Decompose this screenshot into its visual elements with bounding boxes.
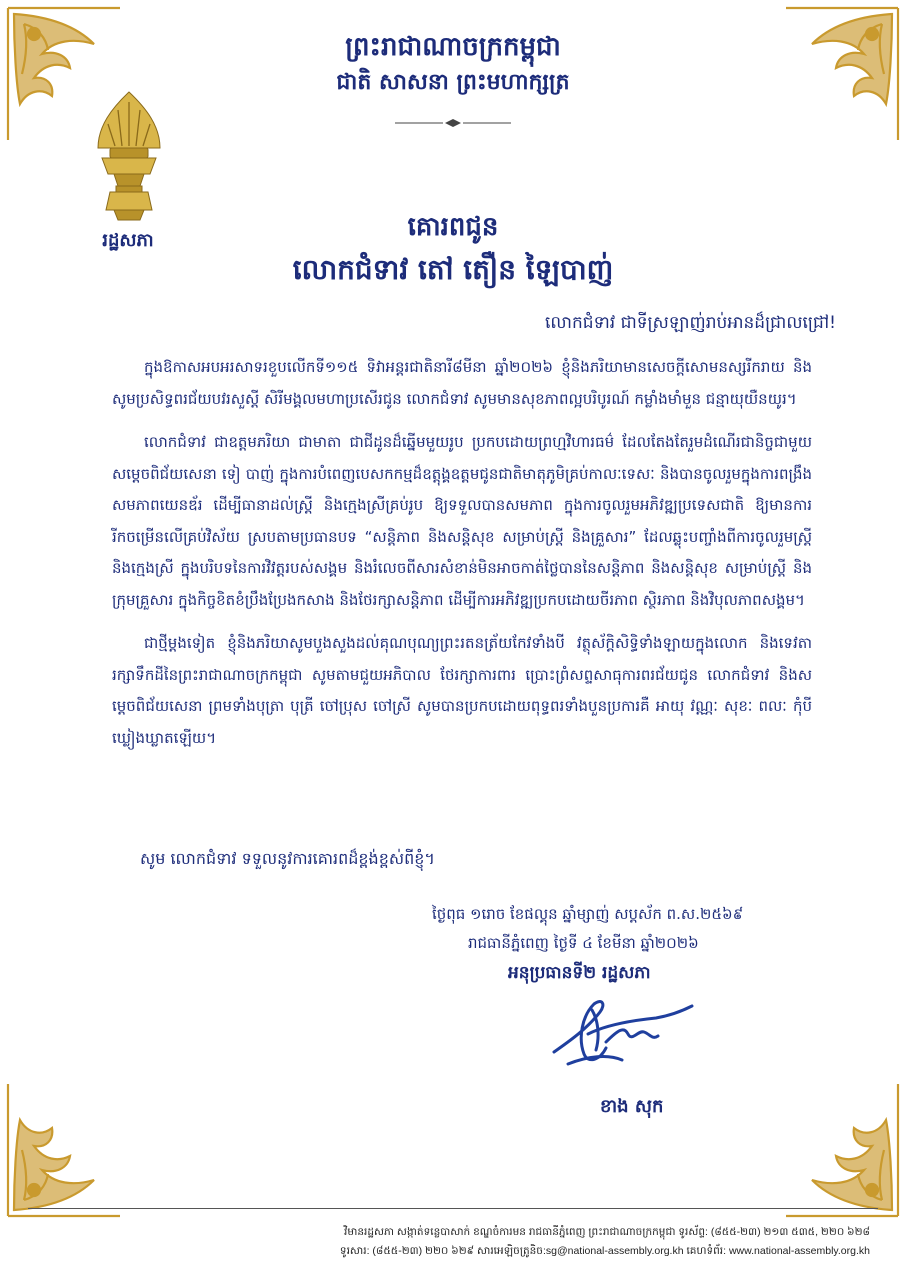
corner-ornament-bottom-left <box>4 1080 124 1220</box>
national-motto: ជាតិ សាសនា ព្រះមហាក្សត្រ <box>336 69 570 95</box>
date-solar: រាជធានីភ្នំពេញ ថ្ងៃទី ៤ ខែមីនា ឆ្នាំ២០២៦ <box>468 934 699 952</box>
body-paragraph-2: លោកជំទាវ ជាឧត្តមភរិយា ជាមាតា ជាជីដូនដ៏ឆ្នើមមួយរូប ប្រកបដោយព្រហ្មវិហារធម៌ ដែលតែងតែរួមដំណើរជានិច្ចជាមួយ សម្តេចពិជ័យសេនា ទៀ បាញ់ ក្នុងការបំពេញបេសកកម្មដ៏ឧត្តុង្គឧត្តមជូនជាតិមាតុភូមិគ្រប់កាលៈទេសៈ និងបានចូលរួមក្នុងការពង្រឹងសមភាពយេនឌ័រ ដើម្បីធានាដល់ស្ត្រី និងក្មេងស្រីគ្រប់រូប ឱ្យទទួលបានសមភាព ក្នុងការចូលរួមអភិវឌ្ឍប្រទេសជាតិ ឱ្យមានការរីកចម្រើនលើគ្រប់វិស័យ ស្របតាមប្រធានបទ “សន្តិភាព និងសន្តិសុខ សម្រាប់ស្ត្រី និងគ្រួសារ” ដែលឆ្លុះបញ្ចាំងពីការចូលរួមស្ត្រី និងក្មេងស្រី ក្នុងបរិបទនៃការវិវត្តរបស់សង្គម និងរំលេចពីសារសំខាន់មិនអាចកាត់ថ្លៃបាននៃសន្តិភាព និងសន្តិសុខ សម្រាប់ស្ត្រី និងក្រុមគ្រួសារ ក្នុងកិច្ចខិតខំប្រឹងប្រែងកសាង និងថែរក្សាសន្តិភាព ដើម្បីការអភិវឌ្ឍប្រកបដោយចីរភាព ស្ថិរភាព និងវិបុលភាពសង្គម។ <box>112 433 812 609</box>
organization-name: រដ្ឋសភា <box>102 230 154 251</box>
footer-divider <box>28 1208 878 1209</box>
body-paragraph-1: ក្នុងឱកាសអបអរសាទរខួបលើកទី១១៥ ទិវាអន្តរជាតិនារី៨មីនា ឆ្នាំ២០២៦ ខ្ញុំនិងភរិយាមានសេចក្តីសោមនស្សរីករាយ និងសូមប្រសិទ្ធពរជ័យបវរសួស្តី សិរីមង្គលមហាប្រសើរជូន លោកជំទាវ សូមមានសុខភាពល្អបរិបូរណ៍ កម្លាំងមាំមួន ជន្មាយុយឺនយូរ។ <box>112 358 812 408</box>
footer-contact: ទូរសារ: (៨៥៥-២៣) ២២០ ៦២៩ សារអេឡិចត្រូនិច:sg@national-assembly.org.kh គេហទំព័រ: www.national-assembly.org.kh <box>339 1245 870 1257</box>
title-recipient-name: លោកជំទាវ តៅ តឿន ឡៃបាញ់ <box>292 253 614 286</box>
body-paragraph-3: ជាថ្មីម្តងទៀត ខ្ញុំនិងភរិយាសូមបួងសួងដល់គុណបុណ្យព្រះរតនត្រ័យកែវទាំងបី វត្ថុស័ក្តិសិទ្ធិទាំងឡាយក្នុងលោក និងទេវតារក្សាទឹកដីនៃព្រះរាជាណាចក្រកម្ពុជា សូមតាមជួយអភិបាល ថែរក្សាការពារ ប្រោះព្រំសព្ទសាធុការពរជ័យជូន លោកជំទាវ និងសម្តេចពិជ័យសេនា ព្រមទាំងបុត្រា បុត្រី ចៅប្រុស ចៅស្រី សូមបានប្រកបដោយពុទ្ធពរទាំងបួនប្រការគឺ អាយុ វណ្ណៈ សុខៈ ពលៈ កុំបីឃ្លៀងឃ្លាតឡើយ។ <box>112 634 812 747</box>
corner-ornament-bottom-right <box>782 1080 902 1220</box>
header-divider-ornament <box>395 118 511 128</box>
handwritten-signature-icon <box>548 990 698 1080</box>
signer-title: អនុប្រធានទី២ រដ្ឋសភា <box>508 963 651 983</box>
letter-body <box>112 352 812 766</box>
closing-line: សូម លោកជំទាវ ទទួលនូវការគោរពដ៏ខ្ពង់ខ្ពស់ពីខ្ញុំ។ <box>140 849 435 868</box>
national-assembly-emblem-icon <box>88 88 170 224</box>
salutation: លោកជំទាវ ជាទីស្រឡាញ់រាប់អានដ៏ជ្រាលជ្រៅ! <box>545 313 836 333</box>
title-respectfully-to: គោរពជូន <box>407 212 499 242</box>
date-lunar: ថ្ងៃពុធ ១រោច ខែផល្គុន ឆ្នាំម្សាញ់ សប្តស័ក ព.ស.២៥៦៩ <box>432 905 744 923</box>
footer-address: វិមានរដ្ឋសភា សង្កាត់ទន្លេបាសាក់ ខណ្ឌចំការមន រាជធានីភ្នំពេញ ព្រះរាជាណាចក្រកម្ពុជា ទូរស័ព្ទ: (៨៥៥-២៣) ២១៣ ៥៣៥, ២២០ ៦២៨ <box>344 1226 870 1238</box>
kingdom-heading: ព្រះរាជាណាចក្រកម្ពុជា <box>345 32 561 62</box>
signer-name: ខាង សុក <box>600 1096 664 1117</box>
corner-ornament-top-right <box>782 4 902 144</box>
